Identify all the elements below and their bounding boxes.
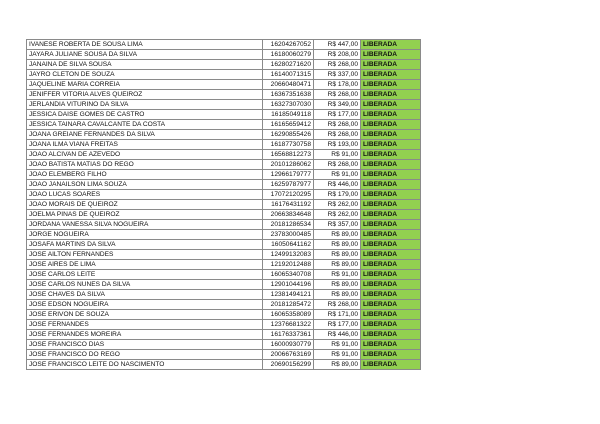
phone-cell: 16180060279 xyxy=(263,50,314,60)
phone-cell: 20181286534 xyxy=(263,220,314,230)
table-row xyxy=(27,240,421,250)
name-cell: JOSE CHAVES DA SILVA xyxy=(27,290,263,300)
status-cell: LIBERADA xyxy=(361,210,421,220)
table-row xyxy=(27,260,421,270)
table-row xyxy=(27,60,421,70)
name-cell: JORGE NOGUEIRA xyxy=(27,230,263,240)
value-cell: R$ 171,00 xyxy=(314,310,361,320)
status-cell: LIBERADA xyxy=(361,190,421,200)
phone-cell: 16176431192 xyxy=(263,200,314,210)
value-cell: R$ 89,00 xyxy=(314,260,361,270)
phone-cell: 16065340708 xyxy=(263,270,314,280)
name-cell: JOAO JANAILSON LIMA SOUZA xyxy=(27,180,263,190)
status-cell: LIBERADA xyxy=(361,120,421,130)
value-cell: R$ 446,00 xyxy=(314,180,361,190)
value-cell: R$ 268,00 xyxy=(314,90,361,100)
phone-cell: 20066763169 xyxy=(263,350,314,360)
status-cell: LIBERADA xyxy=(361,170,421,180)
value-cell: R$ 89,00 xyxy=(314,230,361,240)
name-cell: JORDANA VANESSA SILVA NOGUEIRA xyxy=(27,220,263,230)
name-cell: JOSE FRANCISCO LEITE DO NASCIMENTO xyxy=(27,360,263,370)
status-cell: LIBERADA xyxy=(361,180,421,190)
table-row xyxy=(27,270,421,280)
table-row xyxy=(27,280,421,290)
spreadsheet xyxy=(26,39,420,370)
value-cell: R$ 193,00 xyxy=(314,140,361,150)
value-cell: R$ 268,00 xyxy=(314,130,361,140)
status-cell: LIBERADA xyxy=(361,280,421,290)
status-cell: LIBERADA xyxy=(361,150,421,160)
status-cell: LIBERADA xyxy=(361,320,421,330)
table-row xyxy=(27,290,421,300)
phone-cell: 16280271620 xyxy=(263,60,314,70)
table-row xyxy=(27,250,421,260)
value-cell: R$ 268,00 xyxy=(314,300,361,310)
table-row xyxy=(27,210,421,220)
phone-cell: 12192012488 xyxy=(263,260,314,270)
value-cell: R$ 89,00 xyxy=(314,240,361,250)
name-cell: JOSE CARLOS NUNES DA SILVA xyxy=(27,280,263,290)
name-cell: JAYRO CLETON DE SOUZA xyxy=(27,70,263,80)
name-cell: JOSE EDSON NOGUEIRA xyxy=(27,300,263,310)
status-cell: LIBERADA xyxy=(361,100,421,110)
phone-cell: 16204267052 xyxy=(263,40,314,50)
table-row xyxy=(27,50,421,60)
table-row xyxy=(27,340,421,350)
phone-cell: 16290855426 xyxy=(263,130,314,140)
status-cell: LIBERADA xyxy=(361,360,421,370)
phone-cell: 16000930779 xyxy=(263,340,314,350)
table-row xyxy=(27,230,421,240)
value-cell: R$ 349,00 xyxy=(314,100,361,110)
value-cell: R$ 208,00 xyxy=(314,50,361,60)
status-cell: LIBERADA xyxy=(361,110,421,120)
table-row xyxy=(27,320,421,330)
table-row xyxy=(27,130,421,140)
table-row xyxy=(27,40,421,50)
phone-cell: 16065358089 xyxy=(263,310,314,320)
status-cell: LIBERADA xyxy=(361,50,421,60)
phone-cell: 12499132083 xyxy=(263,250,314,260)
phone-cell: 16050641162 xyxy=(263,240,314,250)
status-cell: LIBERADA xyxy=(361,270,421,280)
name-cell: JOAO BATISTA MATIAS DO REGO xyxy=(27,160,263,170)
value-cell: R$ 268,00 xyxy=(314,60,361,70)
phone-cell: 16259787977 xyxy=(263,180,314,190)
table-row xyxy=(27,180,421,190)
status-cell: LIBERADA xyxy=(361,250,421,260)
phone-cell: 20663834648 xyxy=(263,210,314,220)
table-row xyxy=(27,360,421,370)
status-cell: LIBERADA xyxy=(361,240,421,250)
name-cell: JENIFFER VITORIA ALVES QUEIROZ xyxy=(27,90,263,100)
table-row xyxy=(27,310,421,320)
name-cell: JAYARA JULIANE SOUSA DA SILVA xyxy=(27,50,263,60)
name-cell: JOSE FRANCISCO DIAS xyxy=(27,340,263,350)
phone-cell: 23783000485 xyxy=(263,230,314,240)
status-cell: LIBERADA xyxy=(361,140,421,150)
name-cell: JOAO LUCAS SOARES xyxy=(27,190,263,200)
value-cell: R$ 357,00 xyxy=(314,220,361,230)
name-cell: JOAO MORAIS DE QUEIROZ xyxy=(27,200,263,210)
value-cell: R$ 89,00 xyxy=(314,280,361,290)
status-cell: LIBERADA xyxy=(361,290,421,300)
phone-cell: 20181285472 xyxy=(263,300,314,310)
phone-cell: 16327307030 xyxy=(263,100,314,110)
name-cell: JOSE ERIVON DE SOUZA xyxy=(27,310,263,320)
phone-cell: 12966179777 xyxy=(263,170,314,180)
name-cell: JOSE AIRES DE LIMA xyxy=(27,260,263,270)
name-cell: JOSE FRANCISCO DO REGO xyxy=(27,350,263,360)
value-cell: R$ 268,00 xyxy=(314,120,361,130)
table-row xyxy=(27,140,421,150)
name-cell: JOANA GREIANE FERNANDES DA SILVA xyxy=(27,130,263,140)
name-cell: JAQUELINE MARIA CORREIA xyxy=(27,80,263,90)
value-cell: R$ 89,00 xyxy=(314,290,361,300)
status-cell: LIBERADA xyxy=(361,130,421,140)
table-row xyxy=(27,80,421,90)
name-cell: JOSE CARLOS LEITE xyxy=(27,270,263,280)
status-cell: LIBERADA xyxy=(361,90,421,100)
value-cell: R$ 177,00 xyxy=(314,320,361,330)
phone-cell: 12381494121 xyxy=(263,290,314,300)
table-row xyxy=(27,170,421,180)
status-cell: LIBERADA xyxy=(361,230,421,240)
value-cell: R$ 262,00 xyxy=(314,210,361,220)
table-row xyxy=(27,160,421,170)
phone-cell: 16367351638 xyxy=(263,90,314,100)
value-cell: R$ 91,00 xyxy=(314,150,361,160)
name-cell: JANAINA DE SILVA SOUSA xyxy=(27,60,263,70)
phone-cell: 16140071315 xyxy=(263,70,314,80)
phone-cell: 16185049118 xyxy=(263,110,314,120)
name-cell: IVANESE ROBERTA DE SOUSA LIMA xyxy=(27,40,263,50)
status-cell: LIBERADA xyxy=(361,350,421,360)
table-row xyxy=(27,330,421,340)
value-cell: R$ 337,00 xyxy=(314,70,361,80)
name-cell: JOSE FERNANDES xyxy=(27,320,263,330)
name-cell: JERLANDIA VITURINO DA SILVA xyxy=(27,100,263,110)
phone-cell: 17072120295 xyxy=(263,190,314,200)
value-cell: R$ 91,00 xyxy=(314,350,361,360)
value-cell: R$ 89,00 xyxy=(314,250,361,260)
table-row xyxy=(27,70,421,80)
value-cell: R$ 268,00 xyxy=(314,160,361,170)
status-cell: LIBERADA xyxy=(361,340,421,350)
phone-cell: 16165659412 xyxy=(263,120,314,130)
status-cell: LIBERADA xyxy=(361,200,421,210)
table-row xyxy=(27,190,421,200)
name-cell: JOAO ALCIVAN DE AZEVEDO xyxy=(27,150,263,160)
phone-cell: 16187730758 xyxy=(263,140,314,150)
table-row xyxy=(27,110,421,120)
table-row xyxy=(27,150,421,160)
table-row xyxy=(27,300,421,310)
name-cell: JESSICA TAINARA CAVALCANTE DA COSTA xyxy=(27,120,263,130)
name-cell: JESSICA DAISE GOMES DE CASTRO xyxy=(27,110,263,120)
name-cell: JOSE FERNANDES MOREIRA xyxy=(27,330,263,340)
table-row xyxy=(27,120,421,130)
table-row xyxy=(27,200,421,210)
status-cell: LIBERADA xyxy=(361,70,421,80)
beneficiary-table xyxy=(26,39,421,370)
table-body xyxy=(27,40,421,370)
name-cell: JOAO ELEMBERG FILHO xyxy=(27,170,263,180)
name-cell: JOANA ILMA VIANA FREITAS xyxy=(27,140,263,150)
value-cell: R$ 91,00 xyxy=(314,340,361,350)
table-row xyxy=(27,350,421,360)
name-cell: JOSAFA MARTINS DA SILVA xyxy=(27,240,263,250)
status-cell: LIBERADA xyxy=(361,300,421,310)
phone-cell: 16568812273 xyxy=(263,150,314,160)
table-row xyxy=(27,220,421,230)
value-cell: R$ 91,00 xyxy=(314,170,361,180)
status-cell: LIBERADA xyxy=(361,40,421,50)
status-cell: LIBERADA xyxy=(361,310,421,320)
phone-cell: 20660480471 xyxy=(263,80,314,90)
value-cell: R$ 179,00 xyxy=(314,190,361,200)
value-cell: R$ 446,00 xyxy=(314,330,361,340)
value-cell: R$ 91,00 xyxy=(314,270,361,280)
status-cell: LIBERADA xyxy=(361,80,421,90)
value-cell: R$ 178,00 xyxy=(314,80,361,90)
phone-cell: 12901044196 xyxy=(263,280,314,290)
name-cell: JOSE AILTON FERNANDES xyxy=(27,250,263,260)
table-row xyxy=(27,100,421,110)
status-cell: LIBERADA xyxy=(361,160,421,170)
value-cell: R$ 177,00 xyxy=(314,110,361,120)
value-cell: R$ 262,00 xyxy=(314,200,361,210)
value-cell: R$ 447,00 xyxy=(314,40,361,50)
phone-cell: 16176337361 xyxy=(263,330,314,340)
value-cell: R$ 89,00 xyxy=(314,360,361,370)
table-row xyxy=(27,90,421,100)
phone-cell: 20101286062 xyxy=(263,160,314,170)
status-cell: LIBERADA xyxy=(361,220,421,230)
name-cell: JOELMA PINAS DE QUEIROZ xyxy=(27,210,263,220)
status-cell: LIBERADA xyxy=(361,260,421,270)
status-cell: LIBERADA xyxy=(361,330,421,340)
status-cell: LIBERADA xyxy=(361,60,421,70)
phone-cell: 20690156299 xyxy=(263,360,314,370)
phone-cell: 12376681322 xyxy=(263,320,314,330)
